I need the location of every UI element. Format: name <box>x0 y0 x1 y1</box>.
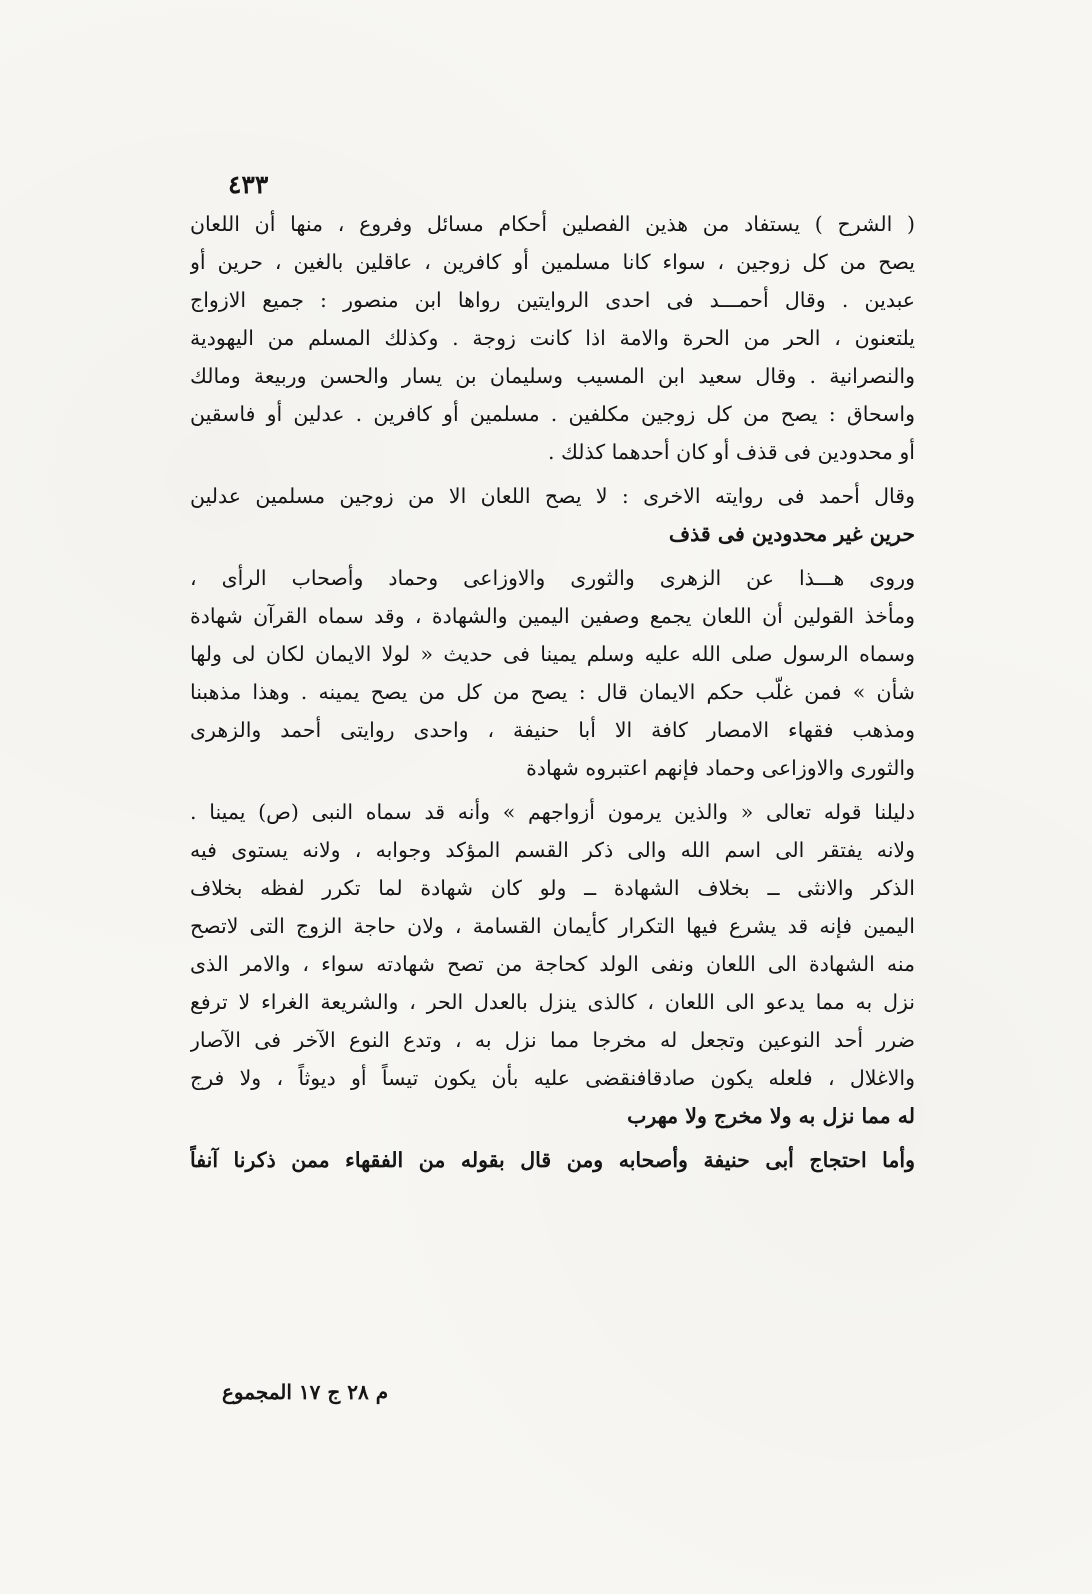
text-line: منه الشهادة الى اللعان ونفى الولد كحاجة من تصح شهادته سواء ، والامر الذى <box>190 952 915 976</box>
text-line: وسماه الرسول صلى الله عليه وسلم يمينا فى حديث « لولا الايمان لكان لى ولها <box>190 642 915 666</box>
text-line: ومأخذ القولين أن اللعان يجمع وصفين اليمين والشهادة ، وقد سماه القرآن شهادة <box>190 604 915 628</box>
text-line: ولانه يفتقر الى اسم الله والى ذكر القسم المؤكد وجوابه ، ولانه يستوى فيه <box>190 838 915 862</box>
text-line: يصح من كل زوجين ، سواء كانا مسلمين أو كافرين ، عاقلين بالغين ، حرين أو <box>190 250 915 274</box>
text-line: واسحاق : يصح من كل زوجين مكلفين . مسلمين أو كافرين . عدلين أو فاسقين <box>190 402 915 426</box>
text-line: والنصرانية . وقال سعيد ابن المسيب وسليمان بن يسار والحسن وربيعة ومالك <box>190 364 915 388</box>
text-line: وأما احتجاج أبى حنيفة وأصحابه ومن قال بقوله من الفقهاء ممن ذكرنا آنفاً <box>190 1148 915 1172</box>
text-line: ومذهب فقهاء الامصار كافة الا أبا حنيفة ، واحدى روايتى أحمد والزهرى <box>190 718 915 742</box>
paragraph-2 <box>190 477 915 553</box>
text-line: له مما نزل به ولا مخرج ولا مهرب <box>627 1104 915 1128</box>
paragraph-4 <box>190 793 915 1135</box>
text-line: نزل به مما يدعو الى اللعان ، كالذى ينزل بالعدل الحر ، والشريعة الغراء لا ترفع <box>190 990 915 1014</box>
paragraph-1 <box>190 205 915 471</box>
text-line: اليمين فإنه قد يشرع فيها التكرار كأيمان القسامة ، ولان حاجة الزوج التى لاتصح <box>190 914 915 938</box>
text-line: ضرر أحد النوعين وتجعل له مخرجا مما نزل به ، وتدع النوع الآخر فى الآصار <box>190 1028 915 1052</box>
text-line: والاغلال ، فلعله يكون صادقافنقضى عليه بأن يكون تيساً أو ديوثاً ، ولا فرج <box>190 1066 915 1090</box>
text-line: عبدين . وقال أحمـــد فى احدى الروايتين رواها ابن منصور : جميع الازواج <box>190 288 915 312</box>
paragraph-3 <box>190 559 915 787</box>
text-line: وروى هـــذا عن الزهرى والثورى والاوزاعى وحماد وأصحاب الرأى ، <box>190 566 915 590</box>
text-line: يلتعنون ، الحر من الحرة والامة اذا كانت زوجة . وكذلك المسلم من اليهودية <box>190 326 915 350</box>
text-line: أو محدودين فى قذف أو كان أحدهما كذلك . <box>548 440 915 464</box>
text-line: والثورى والاوزاعى وحماد فإنهم اعتبروه شهادة <box>526 756 915 780</box>
text-line: ( الشرح ) يستفاد من هذين الفصلين أحكام مسائل وفروع ، منها أن اللعان <box>190 212 915 236</box>
text-line: حرين غير محدودين فى قذف <box>668 522 915 546</box>
page-number: ٤٣٣ <box>228 170 269 199</box>
paragraph-5 <box>190 1141 915 1179</box>
text-line: شأن » فمن غلّب حكم الايمان قال : يصح من كل من يصح يمينه . وهذا مذهبنا <box>190 680 915 704</box>
text-line: دليلنا قوله تعالى « والذين يرمون أزواجهم » وأنه قد سماه النبى (ص) يمينا . <box>190 800 915 824</box>
text-line: الذكر والانثى ــ بخلاف الشهادة ــ ولو كان شهادة لما تكرر لفظه بخلاف <box>190 876 915 900</box>
signature-footer: م ٢٨ ج ١٧ المجموع <box>222 1380 389 1404</box>
text-line: وقال أحمد فى روايته الاخرى : لا يصح اللعان الا من زوجين مسلمين عدلين <box>190 484 915 508</box>
body-text <box>190 205 915 1179</box>
